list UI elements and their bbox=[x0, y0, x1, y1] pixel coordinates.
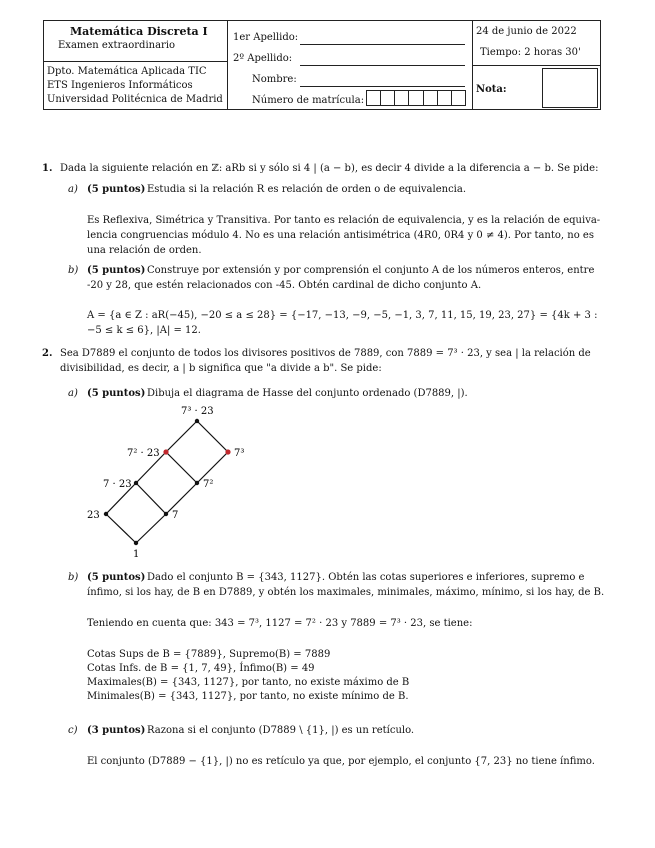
q2b-label: b) bbox=[68, 572, 79, 583]
hasse-label-1127: 7² · 23 bbox=[127, 448, 160, 459]
question-number: 1. bbox=[42, 163, 53, 174]
hasse-node-7889 bbox=[195, 419, 199, 423]
q2a-points: (5 puntos) bbox=[87, 388, 146, 399]
q1a-answer-line: lencia congruencias módulo 4. No es una relación antisimétrica (4R0, 0R4 y 0 ≠ 4). Por tanto, no es bbox=[87, 230, 594, 241]
question-number: 2. bbox=[42, 348, 53, 359]
surname2-label: 2º Apellido: bbox=[233, 53, 293, 64]
hasse-edge bbox=[106, 514, 136, 543]
q2-statement-line: Sea D7889 el conjunto de todos los divisores positivos de 7889, con 7889 = 7³ · 23, y sea | la relación de bbox=[60, 348, 591, 359]
school: ETS Ingenieros Informáticos bbox=[47, 80, 193, 91]
hasse-label-1: 1 bbox=[133, 549, 140, 560]
q2-statement-line: divisibilidad, es decir, a | b significa que "a divide a b". Se pide: bbox=[60, 363, 382, 374]
hasse-edge bbox=[166, 483, 197, 514]
q2b-answer-line: Cotas Sups de B = {7889}, Supremo(B) = 7889 bbox=[87, 649, 331, 660]
q2c-label: c) bbox=[68, 725, 78, 736]
q1b-text-line: -20 y 28, que estén relacionados con -45. Obtén cardinal de dicho conjunto A. bbox=[87, 280, 482, 291]
q1-statement: Dada la siguiente relación en ℤ: aRb si y sólo si 4 | (a − b), es decir 4 divide a la diferencia a − b. Se pide: bbox=[60, 163, 599, 174]
hasse-label-7889: 7³ · 23 bbox=[181, 406, 214, 417]
q2b-answer-line: Minimales(B) = {343, 1127}, por tanto, no existe mínimo de B. bbox=[87, 691, 409, 702]
course-title: Matemática Discreta I bbox=[70, 25, 208, 38]
hasse-label-49: 7² bbox=[203, 479, 214, 490]
q1b-answer-line: A = {a ∈ Z : aR(−45), −20 ≤ a ≤ 28} = {−17, −13, −9, −5, −1, 3, 7, 11, 15, 19, 23, 27} = {4k + 3 : bbox=[87, 310, 598, 321]
q2c-points: (3 puntos) bbox=[87, 725, 146, 736]
hasse-label-23: 23 bbox=[87, 510, 100, 521]
university: Universidad Politécnica de Madrid bbox=[47, 94, 223, 105]
q1a-text: Estudia si la relación R es relación de orden o de equivalencia. bbox=[147, 184, 467, 195]
q2b-text-line: Dado el conjunto B = {343, 1127}. Obtén las cotas superiores e inferiores, supremo e bbox=[147, 572, 585, 583]
hasse-node-1 bbox=[134, 541, 138, 545]
q1a-points: (5 puntos) bbox=[87, 184, 146, 195]
q2b-answer-intro: Teniendo en cuenta que: 343 = 7³, 1127 = 7² · 23 y 7889 = 7³ · 23, se tiene: bbox=[87, 618, 473, 629]
hasse-edge bbox=[136, 483, 166, 514]
q1a-answer-line: Es Reflexiva, Simétrica y Transitiva. Por tanto es relación de equivalencia, y es la relación de equiva- bbox=[87, 215, 601, 226]
exam-duration: Tiempo: 2 horas 30' bbox=[480, 47, 581, 58]
q2b-answer-line: Cotas Infs. de B = {1, 7, 49}, Ínfimo(B) = 49 bbox=[87, 663, 315, 674]
hasse-node-343 bbox=[225, 449, 230, 454]
exam-date: 24 de junio de 2022 bbox=[476, 26, 577, 37]
name-label: Nombre: bbox=[252, 74, 297, 85]
q2a-text: Dibuja el diagrama de Hasse del conjunto ordenado (D7889, |). bbox=[147, 388, 468, 399]
hasse-label-161: 7 · 23 bbox=[103, 479, 132, 490]
hasse-node-161 bbox=[134, 481, 138, 485]
hasse-label-343: 7³ bbox=[234, 448, 245, 459]
hasse-edge bbox=[166, 421, 197, 452]
department: Dpto. Matemática Aplicada TIC bbox=[47, 66, 207, 77]
hasse-edge bbox=[166, 452, 197, 483]
q1b-label: b) bbox=[68, 265, 79, 276]
hasse-edge bbox=[197, 421, 228, 452]
grade-label: Nota: bbox=[476, 84, 507, 95]
hasse-node-7 bbox=[164, 512, 168, 516]
q1a-label: a) bbox=[68, 184, 78, 195]
q2c-text: Razona si el conjunto (D7889 \ {1}, |) es un retículo. bbox=[147, 725, 415, 736]
q2b-text-line: ínfimo, si los hay, de B en D7889, y obtén los maximales, minimales, máximo, mínimo, si los hay, de B. bbox=[87, 587, 605, 598]
hasse-node-1127 bbox=[163, 449, 168, 454]
hasse-label-7: 7 bbox=[172, 510, 179, 521]
hasse-edge bbox=[136, 514, 166, 543]
q2a-label: a) bbox=[68, 388, 78, 399]
q2b-answer-line: Maximales(B) = {343, 1127}, por tanto, no existe máximo de B bbox=[87, 677, 410, 688]
q2b-points: (5 puntos) bbox=[87, 572, 146, 583]
q2c-answer: El conjunto (D7889 − {1}, |) no es retículo ya que, por ejemplo, el conjunto {7, 23} no tiene ínfimo. bbox=[87, 756, 595, 767]
exam-type: Examen extraordinario bbox=[58, 40, 176, 51]
q1b-text-line: Construye por extensión y por comprensión el conjunto A de los números enteros, entre bbox=[147, 265, 595, 276]
hasse-node-49 bbox=[195, 481, 199, 485]
hasse-node-23 bbox=[104, 512, 108, 516]
enrollment-label: Número de matrícula: bbox=[252, 95, 365, 106]
q1a-answer-line: una relación de orden. bbox=[87, 245, 202, 256]
q1b-points: (5 puntos) bbox=[87, 265, 146, 276]
surname1-label: 1er Apellido: bbox=[233, 32, 299, 43]
q1b-answer-line: −5 ≤ k ≤ 6}, |A| = 12. bbox=[87, 325, 201, 336]
